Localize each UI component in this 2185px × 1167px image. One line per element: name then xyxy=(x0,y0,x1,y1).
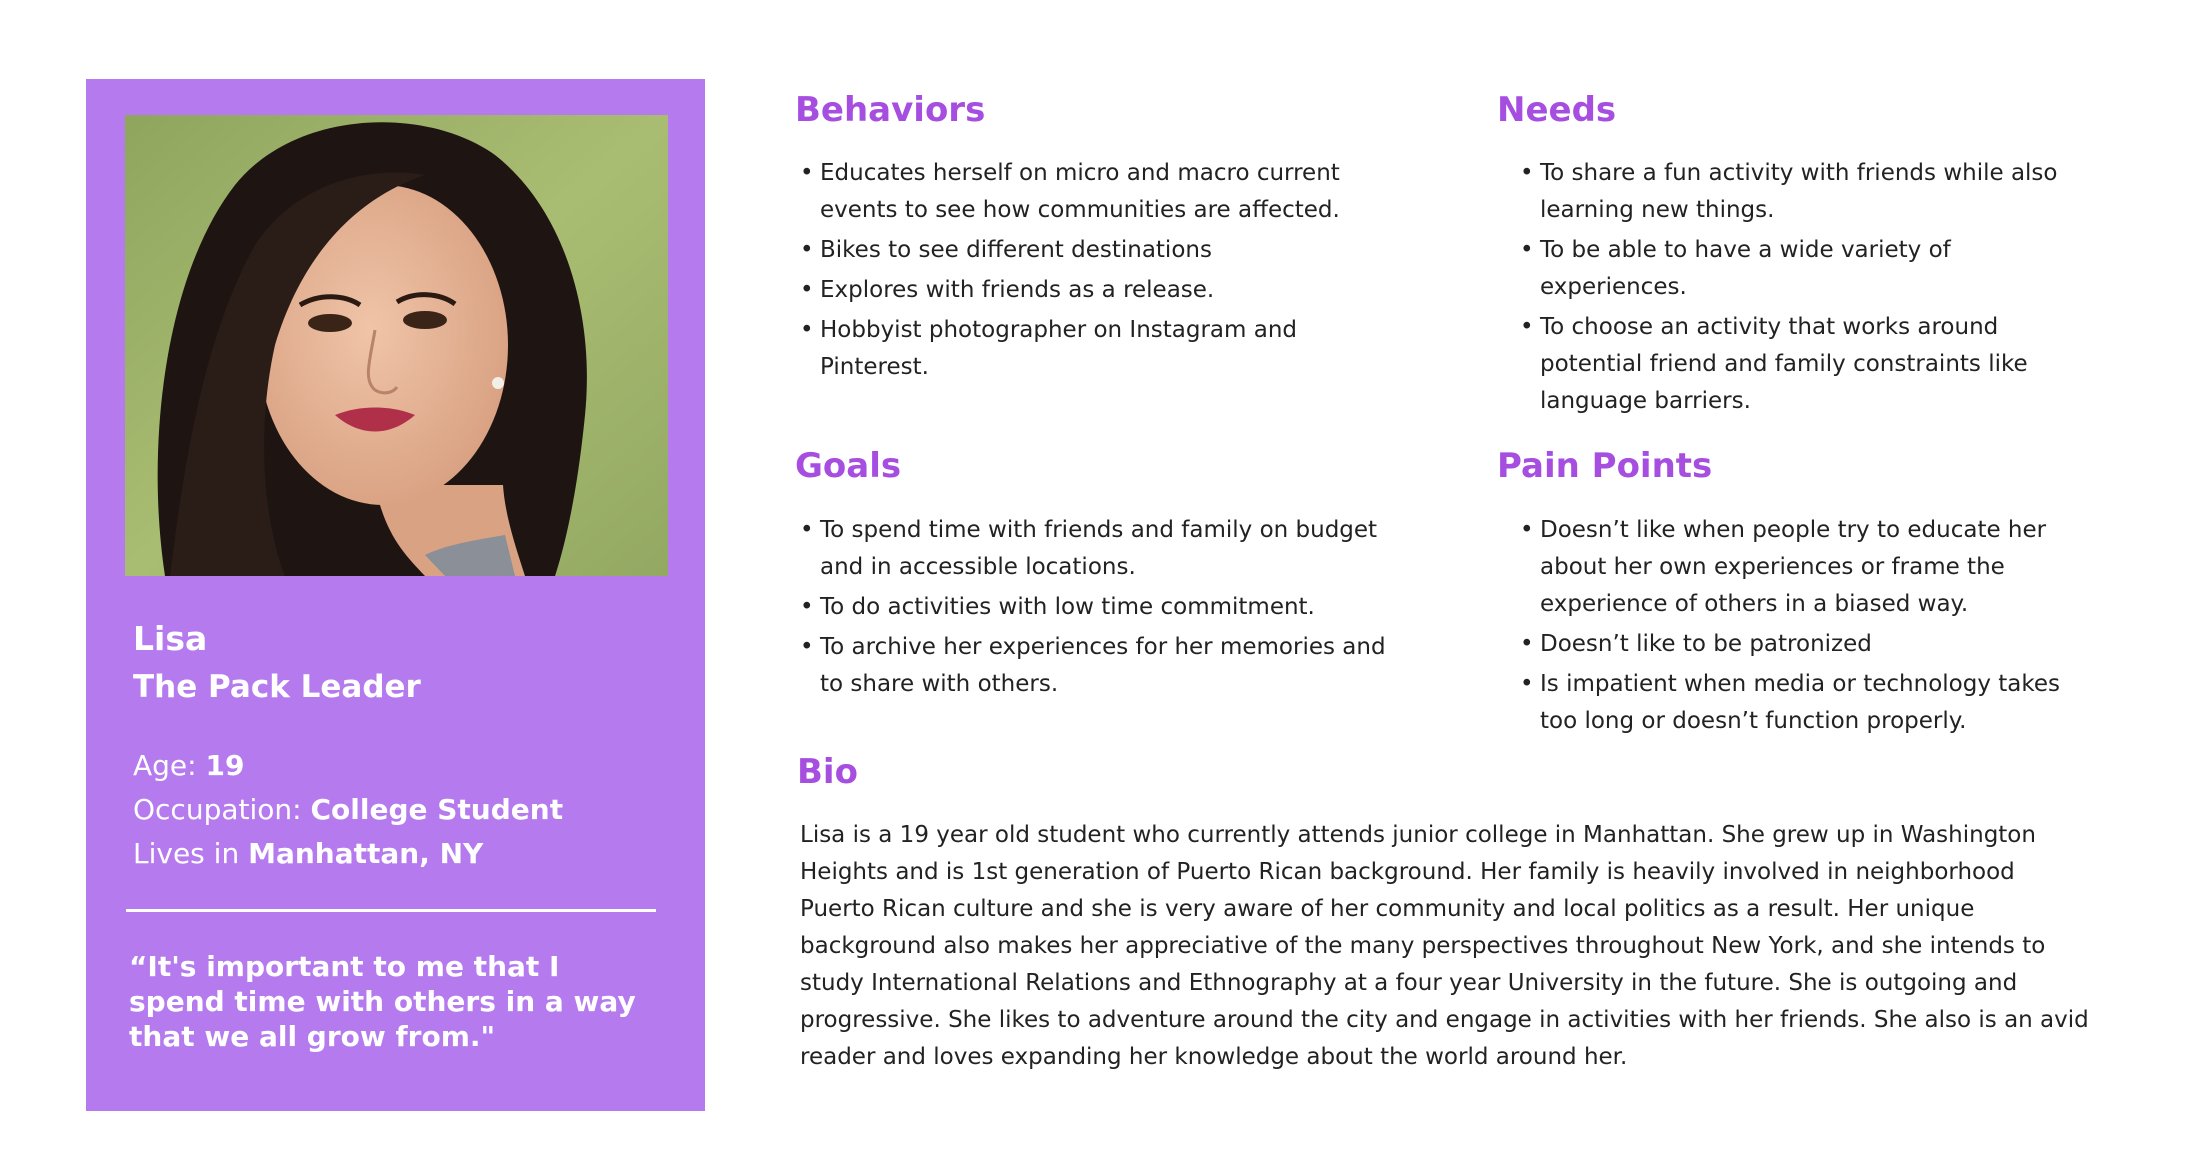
pain-points-list xyxy=(1520,512,2080,743)
persona-quote: “It's important to me that I spend time with others in a way that we all grow from." xyxy=(129,950,636,1053)
list-item: • To share a fun activity with friends while also learning new things. xyxy=(1520,155,2100,229)
location-value: Manhattan, NY xyxy=(248,837,484,870)
age-line xyxy=(133,744,563,788)
needs-heading: Needs xyxy=(1497,90,1617,130)
list-item: • Hobbyist photographer on Instagram and Pinterest. xyxy=(800,312,1400,386)
list-item: • Educates herself on micro and macro current events to see how communities are affected. xyxy=(800,155,1400,229)
list-item: • To choose an activity that works around potential friend and family constraints like language barriers. xyxy=(1520,309,2100,420)
occupation-line xyxy=(133,788,563,832)
location-line xyxy=(133,832,563,876)
persona-card xyxy=(86,79,705,1111)
age-value: 19 xyxy=(205,749,245,782)
pain-points-heading: Pain Points xyxy=(1497,446,1713,486)
persona-facts xyxy=(133,744,563,876)
list-item: • Doesn’t like when people try to educate her about her own experiences or frame the experience of others in a biased way. xyxy=(1520,512,2080,623)
needs-list xyxy=(1520,155,2100,423)
persona-name: Lisa xyxy=(133,619,208,658)
behaviors-list xyxy=(800,155,1400,389)
list-item: • Bikes to see different destinations xyxy=(800,232,1400,269)
list-item: • To do activities with low time commitment. xyxy=(800,589,1400,626)
list-item: • To be able to have a wide variety of experiences. xyxy=(1520,232,2100,306)
age-label: Age: xyxy=(133,749,206,782)
list-item: • To spend time with friends and family on budget and in accessible locations. xyxy=(800,512,1400,586)
bio-text: Lisa is a 19 year old student who currently attends junior college in Manhattan. She grew up in Washington Heights and is 1st generation of Puerto Rican background. Her family is heavily involved in neighborhood Puerto Rican culture and she is very aware of her community and local politics as a result. Her unique background also makes her appreciative of the many perspectives throughout New York, and she intends to study International Relations and Ethnography at a four year University in the future. She is outgoing and progressive. She likes to adventure around the city and engage in activities with her friends. She also is an avid reader and loves expanding her knowledge about the world around her. xyxy=(800,822,2089,1070)
list-item: • Explores with friends as a release. xyxy=(800,272,1400,309)
card-divider xyxy=(126,909,656,912)
location-label: Lives in xyxy=(133,837,249,870)
persona-role: The Pack Leader xyxy=(133,669,421,705)
occupation-value: College Student xyxy=(310,793,564,826)
occupation-label: Occupation: xyxy=(133,793,311,826)
persona-photo xyxy=(125,115,668,576)
bio-heading: Bio xyxy=(797,752,858,792)
list-item: • Is impatient when media or technology takes too long or doesn’t function properly. xyxy=(1520,666,2080,740)
list-item: • Doesn’t like to be patronized xyxy=(1520,626,2080,663)
goals-list xyxy=(800,512,1400,706)
goals-heading: Goals xyxy=(795,446,902,486)
list-item: • To archive her experiences for her memories and to share with others. xyxy=(800,629,1400,703)
behaviors-heading: Behaviors xyxy=(795,90,986,130)
